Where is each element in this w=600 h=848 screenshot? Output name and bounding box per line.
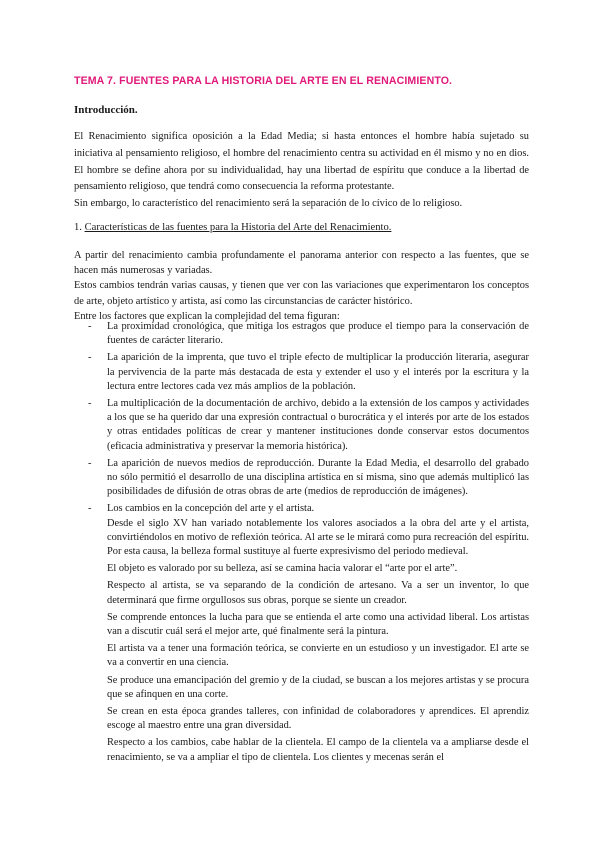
list-item <box>74 351 529 394</box>
body-text-2: Estos cambios tendrán varias causas, y tienen que ver con las variaciones que experimentaron los conceptos de arte, objeto artístico y artista, así como las circunstancias de carácter histórico. <box>74 280 529 307</box>
section-body <box>74 248 529 324</box>
list-dash: - <box>88 321 92 332</box>
list-item <box>74 502 529 516</box>
factors-list <box>74 320 529 768</box>
sub-paragraph: El objeto es valorado por su belleza, así se camina hacia valorar el “arte por el arte”. <box>107 563 458 575</box>
intro-text-2: Sin embargo, lo característico del renacimiento será la separación de lo cívico de lo religioso. <box>74 198 463 210</box>
intro-paragraph <box>74 129 529 213</box>
section-heading <box>74 222 391 233</box>
sub-paragraph: El artista va a tener una formación teórica, se convierte en un estudioso y un investigador. El arte se va a convertir en una ciencia. <box>107 643 529 669</box>
sub-paragraph: Desde el siglo XV han variado notablemente los valores asociados a la obra del arte y el artista, convirtiéndolos en motivo de reflexión teórica. Al arte se le mirará como pura recreación del espíritu. Por esta causa, la belleza formal sustituye al fuerte expresivismo del periodo medieval. <box>107 517 529 558</box>
list-dash: - <box>88 503 92 515</box>
section-number: 1. <box>74 222 82 233</box>
list-dash: - <box>88 352 92 364</box>
sub-paragraph: Respecto al artista, se va separando de la condición de artesano. Va a ser un inventor, lo que determinará que firme orgullosos sus obras, porque se siente un creador. <box>107 580 529 606</box>
body-text-3: Entre los factores que explican la complejidad del tema figuran: <box>74 310 340 322</box>
list-item-text: La aparición de nuevos medios de reproducción. Durante la Edad Media, el desarrollo del grabado no sólo permitió el desarrollo de una disciplina artística en sí misma, sino que además multiplicó las posibilidades de difusión de otras obras de arte (medios de reproducción de imágenes). <box>107 457 529 498</box>
list-item-text: Los cambios en la concepción del arte y el artista. <box>107 503 315 515</box>
sub-paragraph: Se produce una emancipación del gremio y de la ciudad, se buscan a los mejores artistas y se procura que se afinquen en una corte. <box>107 674 529 700</box>
list-dash: - <box>88 457 92 469</box>
body-text-1: A partir del renacimiento cambia profundamente el panorama anterior con respecto a las fuentes, que se hacen más numerosas y variadas. <box>74 250 529 277</box>
sub-paragraph: Se crean en esta época grandes talleres, con infinidad de colaboradores y aprendices. El aprendiz escoge al maestro entre una gran diversidad. <box>107 706 529 732</box>
sub-paragraph: Se comprende entonces la lucha para que se entienda el arte como una actividad liberal. Los artistas van a discutir cuál será el mejor arte, qué finalmente será la pintura. <box>107 611 529 638</box>
intro-heading: Introducción. <box>74 104 138 116</box>
list-item <box>74 320 529 348</box>
section-title: Características de las fuentes para la Historia del Arte del Renacimiento. <box>84 222 392 233</box>
list-item <box>74 457 529 500</box>
list-item-text: La multiplicación de la documentación de archivo, debido a la extensión de los campos y actividades a los que se ha querido dar una expresión contractual o burocrática y el interés por arte de los estados y otras entidades políticas de crear y mantener instituciones donde conservar estos documentos (eficacia administrativa y preservar la memoria histórica). <box>107 398 529 452</box>
sub-paragraph: Respecto a los cambios, cabe hablar de la clientela. El campo de la clientela va a ampliarse desde el renacimiento, se va a ampliar el tipo de clientela. Los clientes y mecenas serán el <box>107 737 529 763</box>
list-item-text: La aparición de la imprenta, que tuvo el triple efecto de multiplicar la producción literaria, asegurar la pervivencia de la parte más destacada de esta y extender el uso y el interés por la escritura y la lectura entre lectores cada vez más amplios de la población. <box>107 352 529 392</box>
list-item-text: La proximidad cronológica, que mitiga los estragos que produce el tiempo para la conservación de fuentes de carácter literario. <box>107 321 529 347</box>
list-item <box>74 397 529 454</box>
document-title: TEMA 7. FUENTES PARA LA HISTORIA DEL ARTE EN EL RENACIMIENTO. <box>74 75 453 87</box>
intro-text-1: El Renacimiento significa oposición a la Edad Media; si hasta entonces el hombre había sujetado su iniciativa al pensamiento religioso, el hombre del renacimiento centra su actividad en él mismo y no en dios. El hombre se define ahora por su individualidad, hay una libertad de espíritu que conduce a la libertad de pensamiento religioso, que tendrá como consecuencia la reforma protestante. <box>74 131 529 193</box>
list-dash: - <box>88 398 92 410</box>
